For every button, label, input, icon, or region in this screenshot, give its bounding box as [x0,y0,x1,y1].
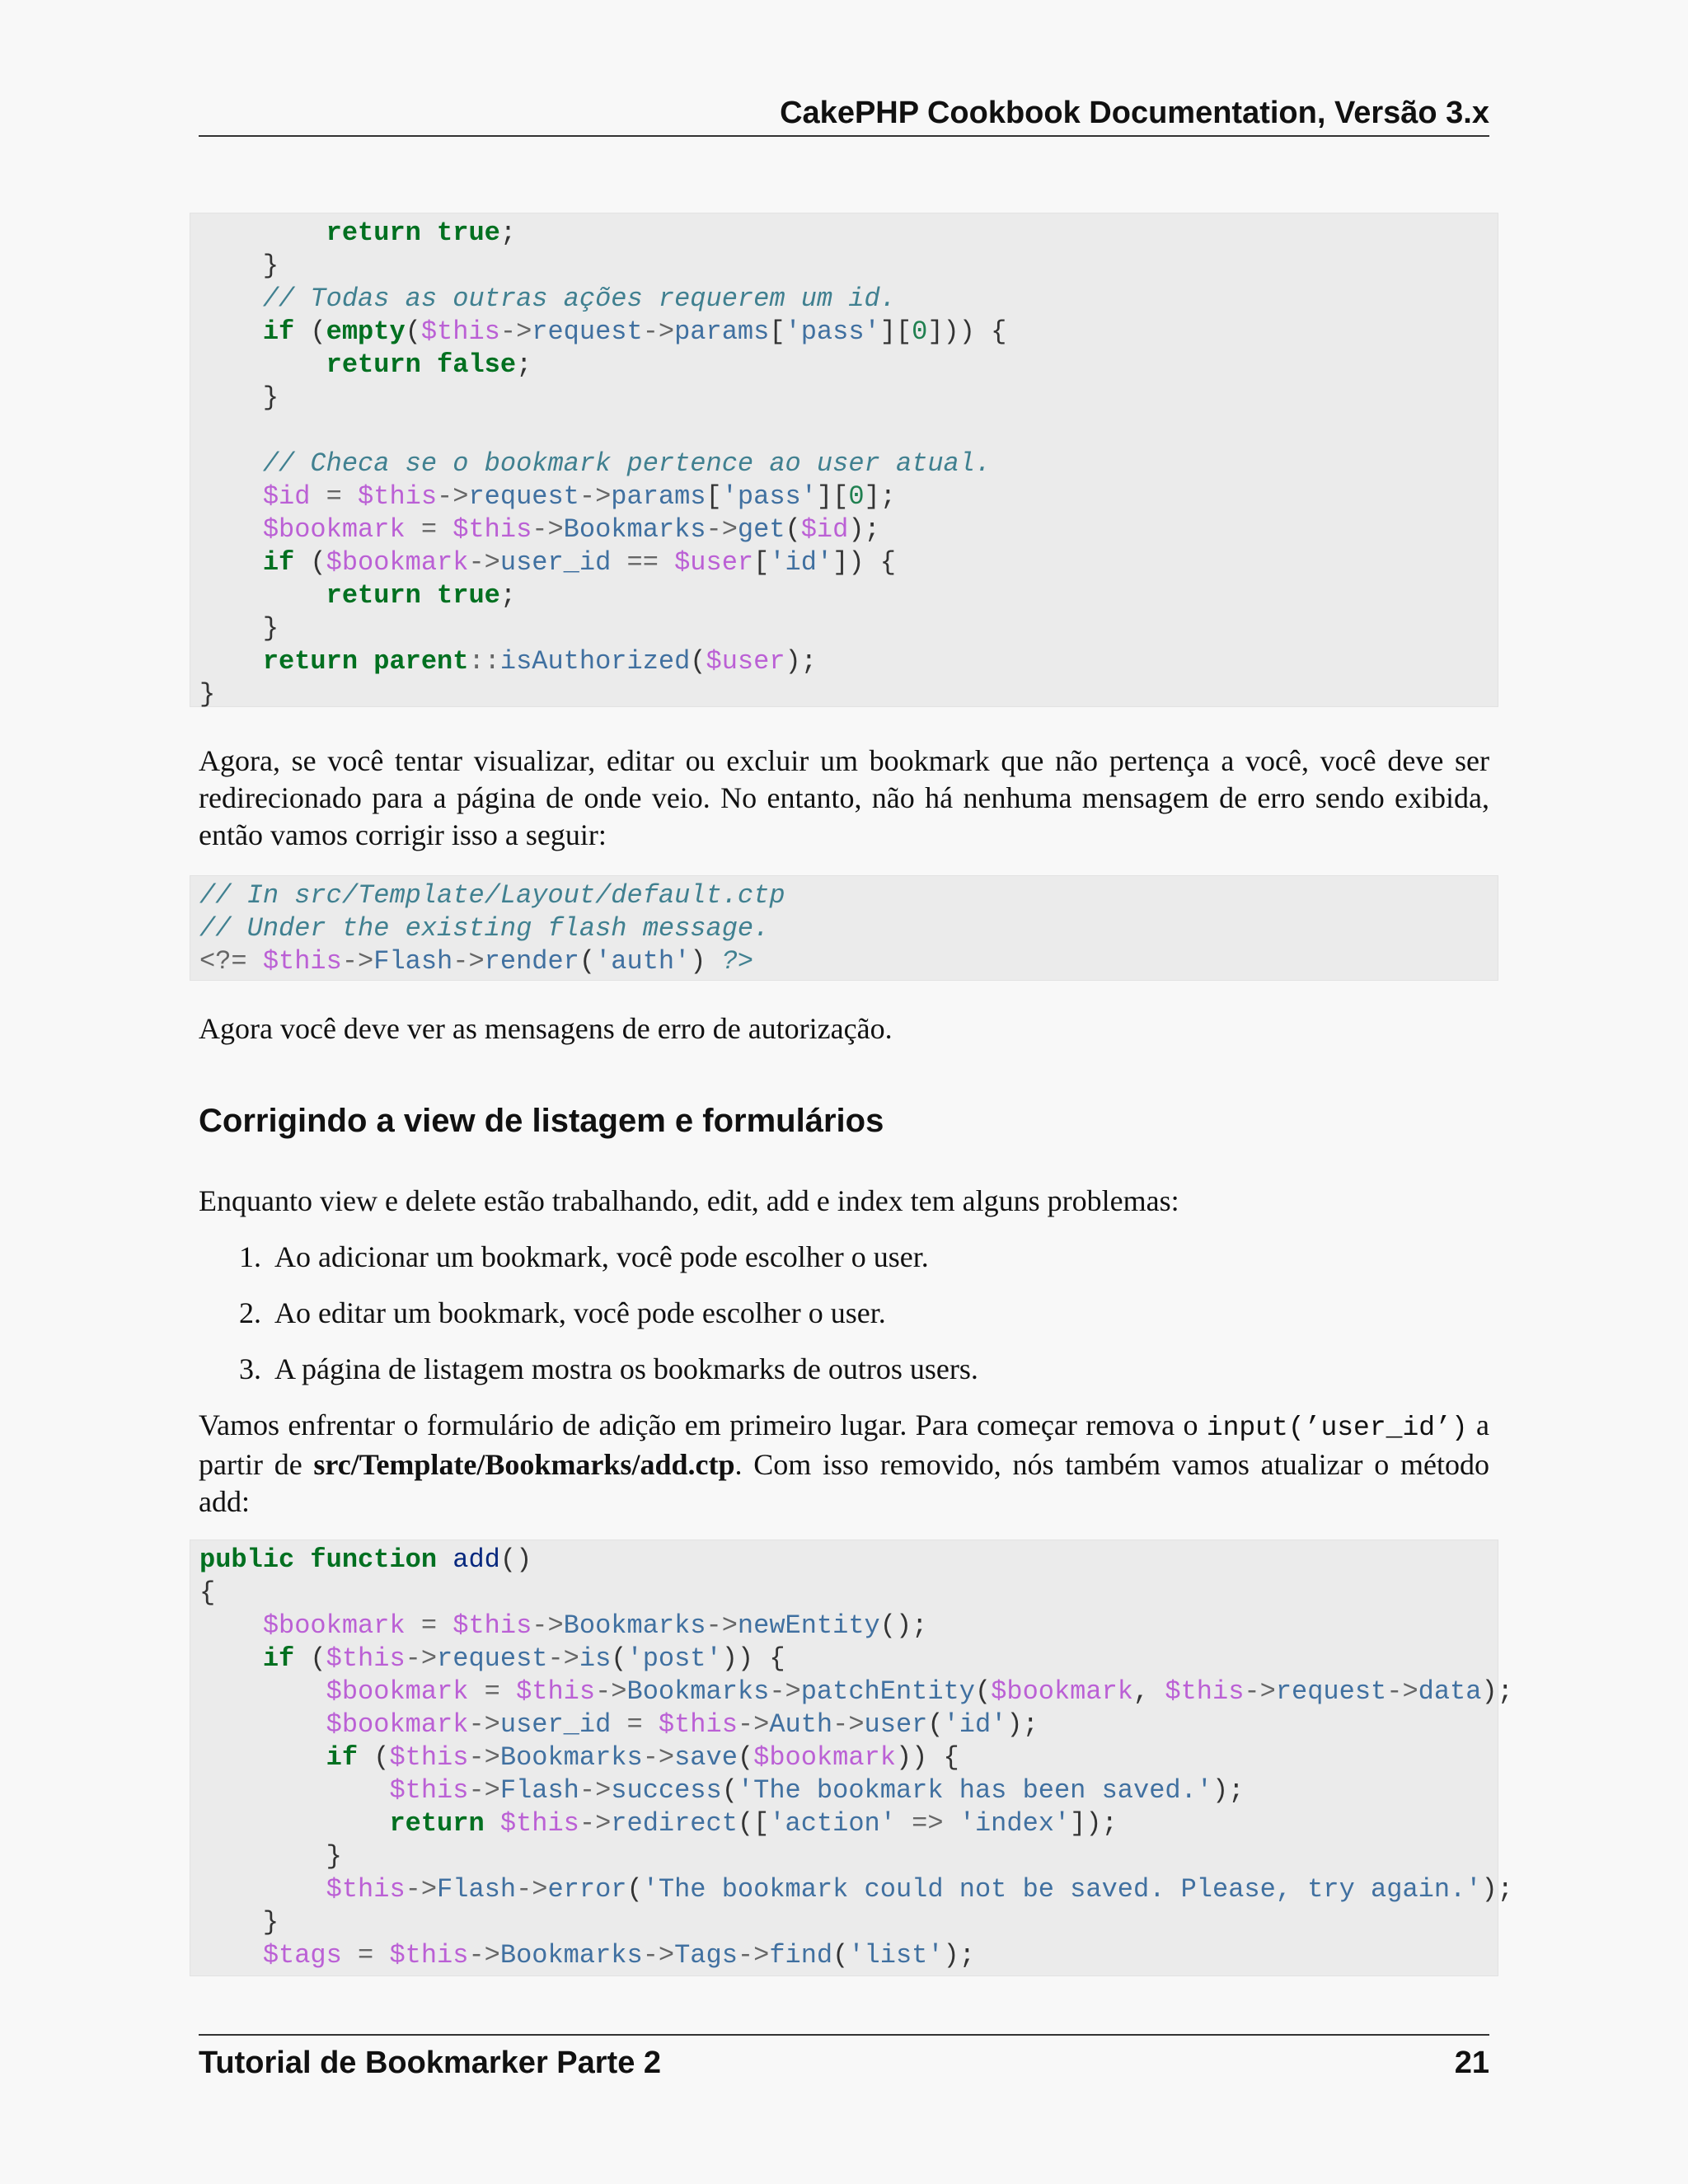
paragraph-auth-messages: Agora você deve ver as mensagens de erro de autorização. [199,1012,893,1045]
code-block-add: public function add() { $bookmark = $this->Bookmarks->newEntity(); if ($this->request->is('post')) { $bookmark = $this->Bookmarks->patchEntity($bookmark, $this->request->data); $bookmark->user_id = $this->Auth->user('id'); if ($this->Bookmarks->save($bookmark)) { $this->Flash->success('The bookmark has been saved.'); return $this->redirect(['action' => 'index']); } $this->Flash->error('The bookmark could not be saved. Please, try again.'); } $tags = $this->Bookmarks->Tags->find('list'); [190,1540,1498,1976]
section-heading: Corrigindo a view de listagem e formulários [199,1103,884,1139]
problems-list [199,1239,1489,1407]
running-header [199,92,1489,137]
footer-section: Tutorial de Bookmarker Parte 2 [199,2046,662,2080]
list-item: 1. Ao adicionar um bookmark, você pode escolher o user. [239,1240,929,1273]
list-item: 2. Ao editar um bookmark, você pode escolher o user. [239,1296,886,1329]
file-path: src/Template/Bookmarks/add.ctp [313,1448,735,1481]
code-block-flash: // In src/Template/Layout/default.ctp // Under the existing flash message. <?= $this->Flash->render('auth') ?> [190,875,1498,981]
paragraph-add-form: Vamos enfrentar o formulário de adição em primeiro lugar. Para começar remova o input(’user_id’) a partir de src/Template/Bookmarks/add.ctp. Com isso removido, nós também vamos atualizar o método add: [199,1408,1490,1518]
inline-code: input(’user_id’) [1206,1413,1468,1443]
paragraph-redirect: Agora, se você tentar visualizar, editar ou excluir um bookmark que não pertença a você, você deve ser redirecionado para a página de onde veio. No entanto, não há nenhuma mensagem de erro sendo exibida, então vamos corrigir isso a seguir: [199,744,1489,851]
list-item: 3. A página de listagem mostra os bookmarks de outros users. [239,1352,978,1385]
paragraph-problems: Enquanto view e delete estão trabalhando, edit, add e index tem alguns problemas: [199,1184,1179,1217]
page-number: 21 [1454,2046,1489,2080]
running-footer [199,2034,1489,2081]
header-title: CakePHP Cookbook Documentation, Versão 3.x [780,96,1489,130]
code-block-isauthorized: return true; } // Todas as outras ações requerem um id. if (empty($this->request->params['pass'][0])) { return false; } // Checa se o bookmark pertence ao user atual. $id = $this->request->params['pass'][0]; $bookmark = $this->Bookmarks->get($id); if ($bookmark->user_id == $user['id']) { return true; } return parent::isAuthorized($user); } [190,213,1498,707]
